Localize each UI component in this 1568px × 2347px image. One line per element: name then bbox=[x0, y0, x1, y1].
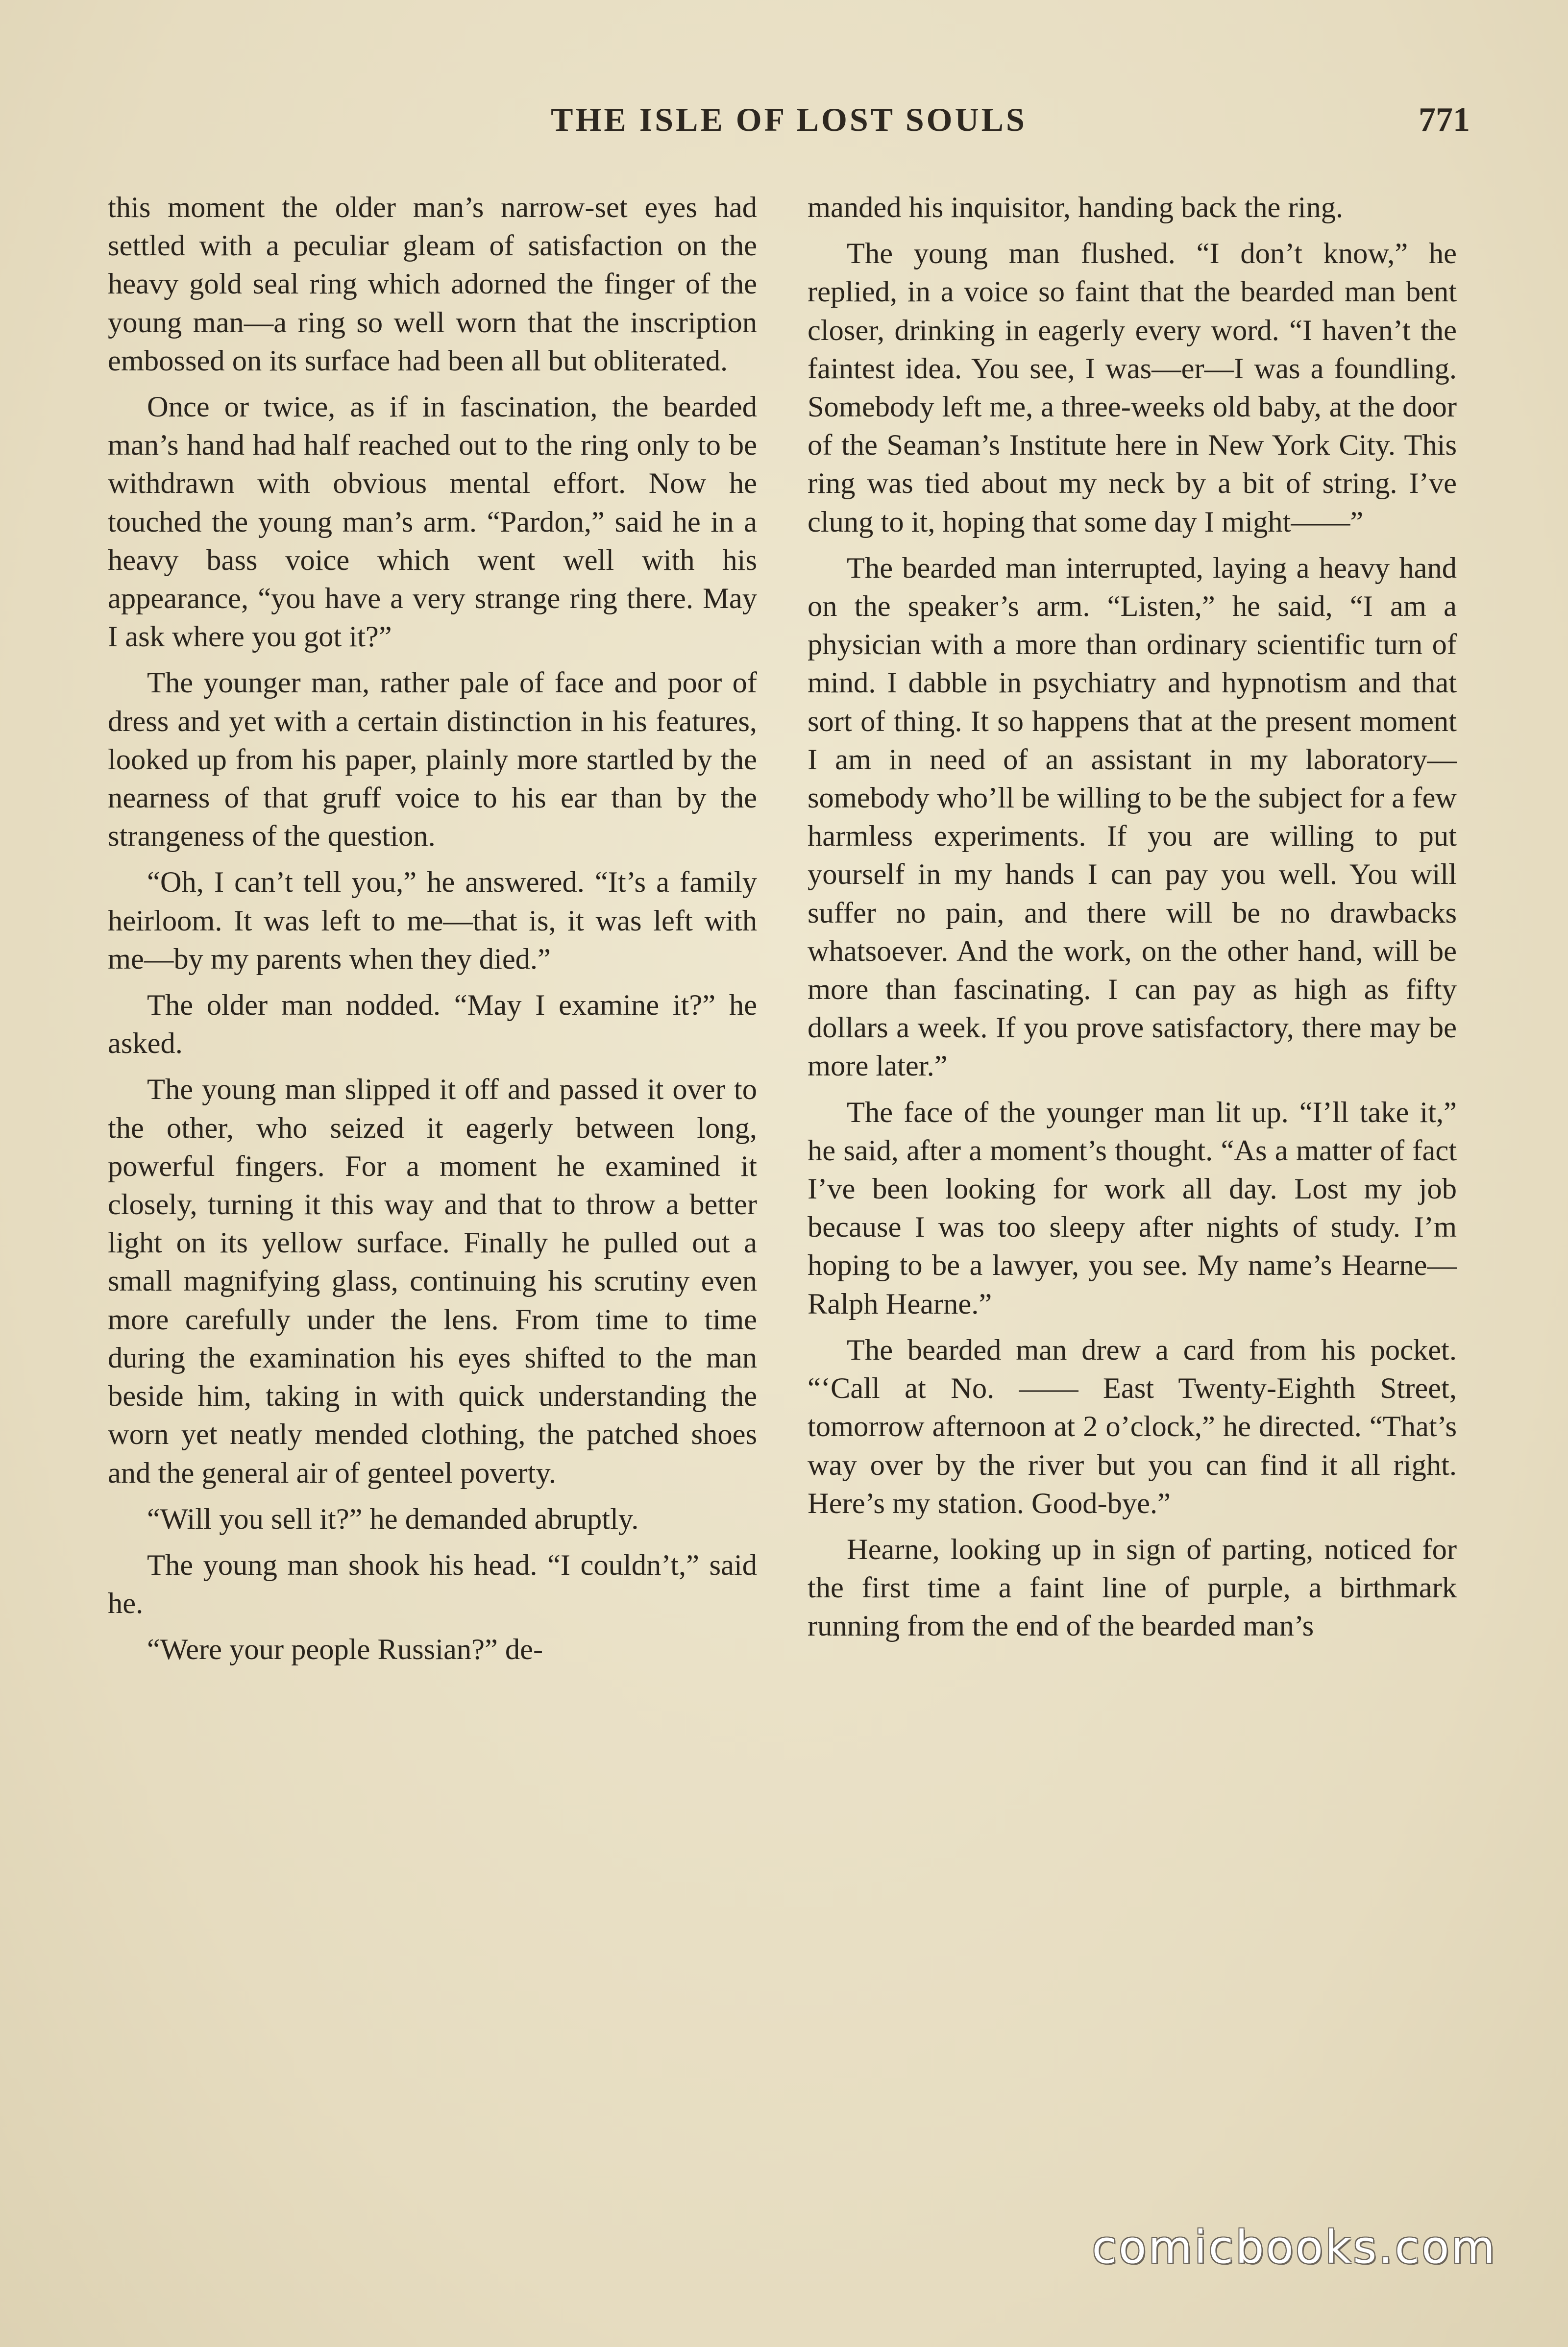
right-column bbox=[808, 189, 1457, 2247]
running-title: THE ISLE OF LOST SOULS bbox=[551, 101, 1027, 138]
paragraph: The bearded man interrupted, laying a heavy hand on the speaker’s arm. “Listen,” he said, “I am a physician with a more than ordinary scientific turn of mind. I dabble in psychiatry and hypnotism and that sort of thing. It so happens that at the present moment I am in need of an assistant in my laboratory—somebody who’ll be willing to be the subject for a few harmless experiments. If you are willing to put yourself in my hands I can pay you well. You will suffer no pain, and there will be no drawbacks whatsoever. And the work, on the other hand, will be more than fascinating. I can pay as high as fifty dollars a week. If you prove satisfactory, there may be more later.” bbox=[808, 551, 1457, 1083]
paragraph: Once or twice, as if in fascination, the bearded man’s hand had half reached out to the ring only to be withdrawn with obvious mental effort. Now he touched the young man’s arm. “Pardon,” said he in a heavy bass voice which went well with his appearance, “you have a very strange ring there. May I ask where you got it?” bbox=[108, 391, 757, 654]
paragraph: The young man shook his head. “I couldn’t,” said he. bbox=[108, 1548, 757, 1620]
page-header bbox=[108, 100, 1470, 154]
paragraph: The young man slipped it off and passed it over to the other, who seized it eagerly between long, powerful fingers. For a moment he examined it closely, turning it this way and that to throw a better light on its yellow surface. Finally he pulled out a small magnifying glass, continuing his scrutiny even more carefully under the lens. From time to time during the examination his eyes shifted to the man beside him, taking in with quick understanding the worn yet neatly mended clothing, the patched shoes and the general air of genteel poverty. bbox=[108, 1073, 757, 1490]
paragraph: Hearne, looking up in sign of parting, noticed for the first time a faint line of purple, a birthmark running from the end of the bearded man’s bbox=[808, 1533, 1457, 1643]
paragraph: this moment the older man’s narrow-set eyes had settled with a peculiar gleam of satisfaction on the heavy gold seal ring which adorned the finger of the young man—a ring so well worn that the inscription embossed on its surface had been all but obliterated. bbox=[108, 191, 757, 377]
paragraph: The young man flushed. “I don’t know,” he replied, in a voice so faint that the bearded man bent closer, drinking in eagerly every word. “I haven’t the faintest idea. You see, I was—er—I was a foundling. Somebody left me, a three-weeks old baby, at the door of the Seaman’s Institute here in New York City. This ring was tied about my neck by a bit of string. I’ve clung to it, hoping that some day I might——” bbox=[808, 237, 1457, 538]
page-number: 771 bbox=[1419, 101, 1470, 139]
paragraph: The face of the younger man lit up. “I’ll take it,” he said, after a moment’s thought. “As a matter of fact I’ve been looking for work all day. Lost my job because I was too sleepy after nights of study. I’m hoping to be a lawyer, you see. My name’s Hearne—Ralph Hearne.” bbox=[808, 1096, 1457, 1320]
paragraph: “Will you sell it?” he demanded abruptly. bbox=[147, 1502, 639, 1536]
paragraph: “Oh, I can’t tell you,” he answered. “It’s a family heirloom. It was left to me—that is, it was left with me—by my parents when they died.” bbox=[108, 866, 757, 976]
paragraph: The bearded man drew a card from his pocket. “‘Call at No. —— East Twenty-Eighth Street, tomorrow afternoon at 2 o’clock,” he directed. “That’s way over by the river but you can find it all right. Here’s my station. Good-bye.” bbox=[808, 1333, 1457, 1520]
paragraph: manded his inquisitor, handing back the ring. bbox=[808, 191, 1344, 224]
paragraph: “Were your people Russian?” de- bbox=[147, 1633, 543, 1666]
paragraph: The older man nodded. “May I examine it?” he asked. bbox=[108, 989, 757, 1060]
site-watermark: comicbooks.com bbox=[1092, 2221, 1497, 2274]
paragraph: The younger man, rather pale of face and poor of dress and yet with a certain distinction in his features, looked up from his paper, plainly more startled by the nearness of that gruff voice to his ear than by the strangeness of the question. bbox=[108, 666, 757, 853]
left-column bbox=[108, 189, 757, 2247]
